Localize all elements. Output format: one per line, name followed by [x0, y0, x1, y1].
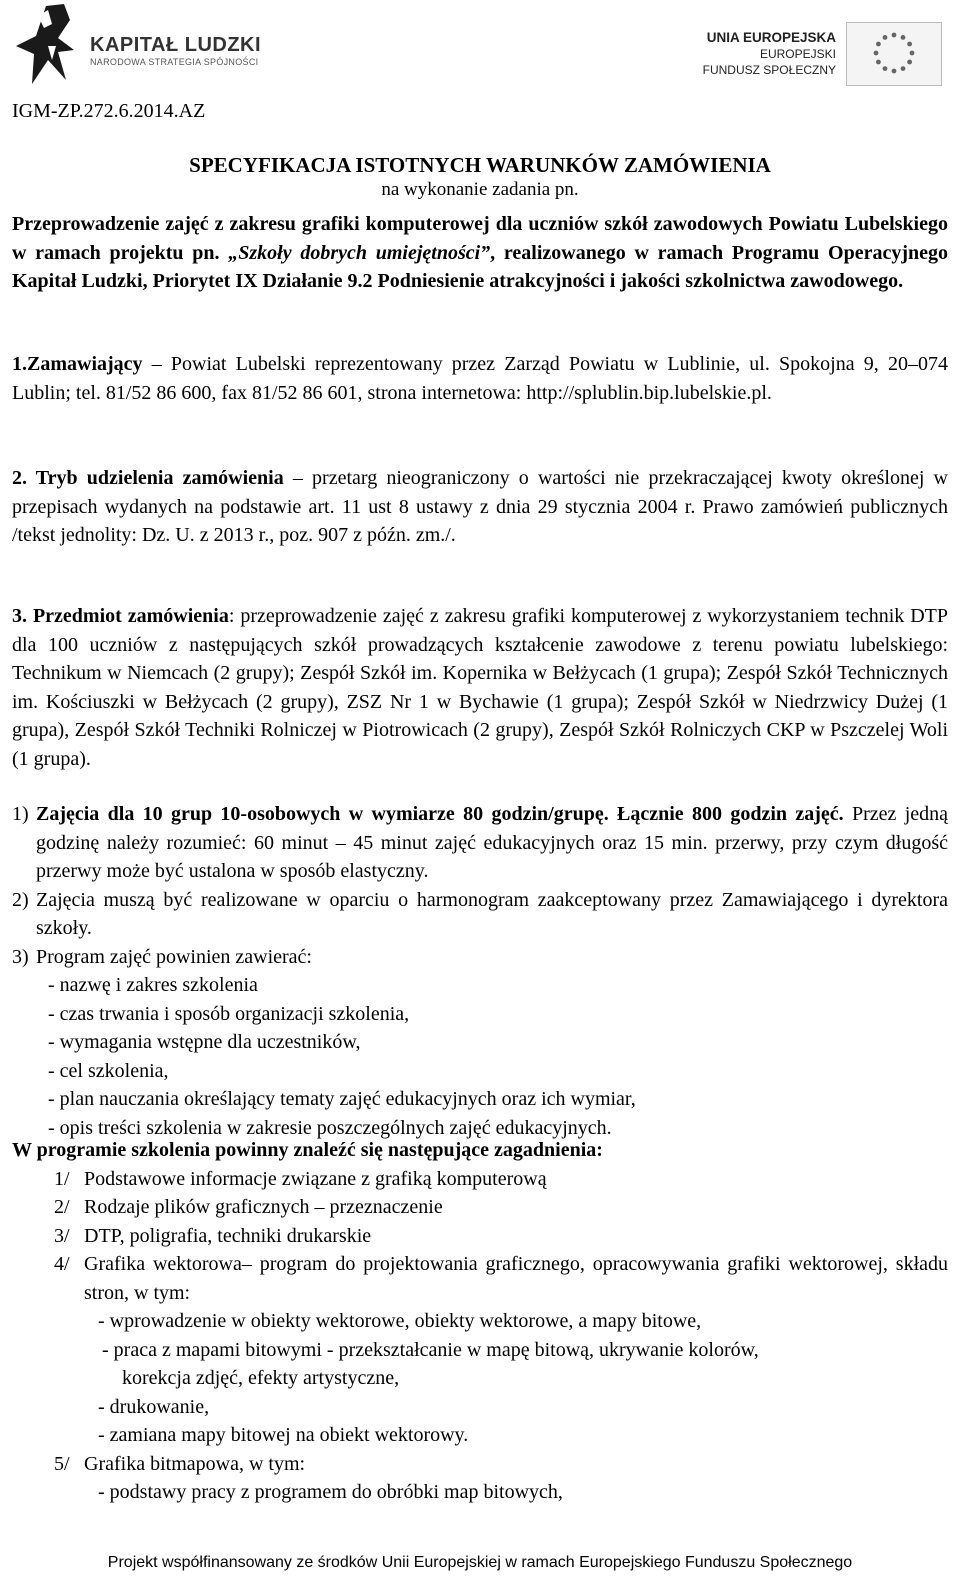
- list-item-number: 2): [12, 888, 29, 911]
- section-2-text: – przetarg nieograniczony o wartości nie przekraczającej kwoty określonej w przepisach wydanych na podstawie art. 11 ust 8 ustawy z dnia 29 stycznia 2004 r. Prawo zamówień publicznych /tekst jednolity: Dz. U. z 2013 r., poz. 907 z późn. zm./.: [12, 467, 948, 546]
- topic-number: 1/: [54, 1167, 70, 1190]
- section-3-label: 3. Przedmiot zamówienia: [12, 605, 229, 627]
- subtopic-item: - praca z mapami bitowymi - przekształcanie w mapę bitową, ukrywanie kolorów,: [102, 1338, 759, 1361]
- topics-heading: W programie szkolenia powinny znaleźć się następujące zagadnienia:: [12, 1139, 603, 1161]
- page-footer: Projekt współfinansowany ze środków Unii Europejskiej w ramach Europejskiego Funduszu Społecznego: [107, 1554, 853, 1571]
- document-subtitle: na wykonanie zadania pn.: [381, 179, 579, 200]
- topic-item: [12, 1450, 948, 1479]
- topic-number: 5/: [54, 1452, 70, 1475]
- program-item: - opis treści szkolenia w zakresie poszczególnych zajęć edukacyjnych.: [48, 1116, 612, 1139]
- topic-text: Grafika wektorowa– program do projektowania graficznego, opracowywania grafiki wektorowej, składu stron, w tym:: [84, 1253, 948, 1304]
- topic-item: [12, 1222, 948, 1251]
- document-reference: IGM-ZP.272.6.2014.AZ: [12, 100, 206, 122]
- eu-efs-logo: [690, 18, 946, 88]
- eu-flag-icon: [846, 22, 942, 86]
- title-block: [12, 152, 948, 201]
- section-1: [12, 350, 948, 407]
- list-item-text: Przez jedną godzinę należy rozumieć: 60 minut – 45 minut zajęć edukacyjnych oraz 15 min. przerwy, przy czym długość przerwy może być ustalona w sposób elastyczny.: [36, 803, 948, 882]
- subject-text: Przeprowadzenie zajęć z zakresu grafiki komputerowej dla uczniów szkół zawodowych Powiatu Lubelskiego w ramach projektu pn.: [12, 213, 948, 264]
- topic-item: [12, 1250, 948, 1307]
- topic-text: DTP, poligrafia, techniki drukarskie: [84, 1224, 372, 1247]
- section-2: [12, 464, 948, 550]
- subject-paragraph: [12, 210, 948, 296]
- eu-logo-line3: FUNDUSZ SPOŁECZNY: [702, 63, 836, 77]
- subject-text-cont: , realizowanego w ramach Programu Operacyjnego Kapitał Ludzki, Priorytet IX Działanie 9.2 Podniesienie atrakcyjności i jakości szkolnictwa zawodowego.: [12, 241, 949, 292]
- star-person-icon: [14, 2, 84, 88]
- list-item-bold: Zajęcia dla 10 grup 10-osobowych w wymiarze 80 godzin/grupę. Łącznie 800 godzin zajęć.: [36, 803, 844, 825]
- topic-number: 4/: [54, 1253, 70, 1275]
- section-2-label: 2. Tryb udzielenia zamówienia: [12, 467, 284, 489]
- program-item: - plan nauczania określający tematy zajęć edukacyjnych oraz ich wymiar,: [48, 1088, 636, 1110]
- topic-text: Podstawowe informacje związane z grafiką komputerową: [84, 1167, 547, 1190]
- subtopic-continuation: korekcja zdjęć, efekty artystyczne,: [122, 1367, 400, 1389]
- subtopic-item: - podstawy pracy z programem do obróbki map bitowych,: [98, 1481, 563, 1503]
- section-1-text: – Powiat Lubelski reprezentowany przez Zarząd Powiatu w Lublinie, ul. Spokojna 9, 20–074 Lublin; tel. 81/52 86 600, fax 81/52 86 601, strona internetowa: http://splublin.bip.lubelskie.pl.: [12, 353, 948, 404]
- list-item-text: Program zajęć powinien zawierać:: [36, 945, 312, 968]
- eu-logo-line1: UNIA EUROPEJSKA: [706, 30, 836, 45]
- requirements-list: [12, 800, 948, 1142]
- program-item: - czas trwania i sposób organizacji szkolenia,: [48, 1002, 410, 1025]
- topic-text: Grafika bitmapowa, w tym:: [84, 1452, 306, 1475]
- kapital-ludzki-subtitle: NARODOWA STRATEGIA SPÓJNOŚCI: [90, 57, 259, 67]
- program-item: - nazwę i zakres szkolenia: [48, 974, 258, 996]
- list-item-number: 1): [12, 803, 29, 825]
- list-item: [12, 886, 948, 943]
- list-item-number: 3): [12, 945, 29, 968]
- topics-section: [12, 1136, 948, 1507]
- section-1-label: 1.Zamawiający: [12, 353, 143, 375]
- kapital-ludzki-title: KAPITAŁ LUDZKI: [90, 34, 262, 56]
- list-item: [12, 943, 948, 972]
- program-item: - cel szkolenia,: [48, 1059, 169, 1082]
- eu-logo-line2: EUROPEJSKI: [759, 47, 836, 61]
- eu-logo-text: [703, 30, 836, 78]
- topic-number: 2/: [54, 1196, 70, 1218]
- section-3: [12, 602, 948, 773]
- subtopic-item: - drukowanie,: [98, 1395, 210, 1418]
- topic-text: Rodzaje plików graficznych – przeznaczenie: [84, 1196, 443, 1218]
- list-item-text: Zajęcia muszą być realizowane w oparciu o harmonogram zaakceptowany przez Zamawiającego i dyrektora szkoły.: [36, 888, 948, 939]
- topic-number: 3/: [54, 1224, 70, 1247]
- document-title: SPECYFIKACJA ISTOTNYCH WARUNKÓW ZAMÓWIENIA: [189, 153, 771, 177]
- subtopic-item: - zamiana mapy bitowej na obiekt wektorowy.: [98, 1424, 469, 1446]
- project-name: „Szkoły dobrych umiejętności”: [228, 241, 491, 264]
- subtopic-item: - wprowadzenie w obiekty wektorowe, obiekty wektorowe, a mapy bitowe,: [98, 1310, 702, 1332]
- topic-item: [12, 1165, 948, 1194]
- list-item: [12, 800, 948, 886]
- kapital-ludzki-logo: [14, 2, 284, 88]
- program-item: - wymagania wstępne dla uczestników,: [48, 1031, 361, 1053]
- section-3-text: : przeprowadzenie zajęć z zakresu grafiki komputerowej z wykorzystaniem technik DTP dla 100 uczniów z następujących szkół prowadzących kształcenie zawodowe z terenu powiatu lubelskiego: Technikum w Niemcach (2 grupy); Zespół Szkół im. Kopernika w Bełżycach (1 grupa); Zespół Szkół Technicznych im. Kościuszki w Bełżycach (2 grupy), ZSZ Nr 1 w Bychawie (1 grupa); Zespół Szkół w Niedrzwicy Dużej (1 grupa), Zespół Szkół Techniki Rolniczej w Piotrowicach (2 grupy), Zespół Szkół Rolniczych CKP w Pszczelej Woli (1 grupa).: [12, 605, 948, 770]
- topic-item: [12, 1193, 948, 1222]
